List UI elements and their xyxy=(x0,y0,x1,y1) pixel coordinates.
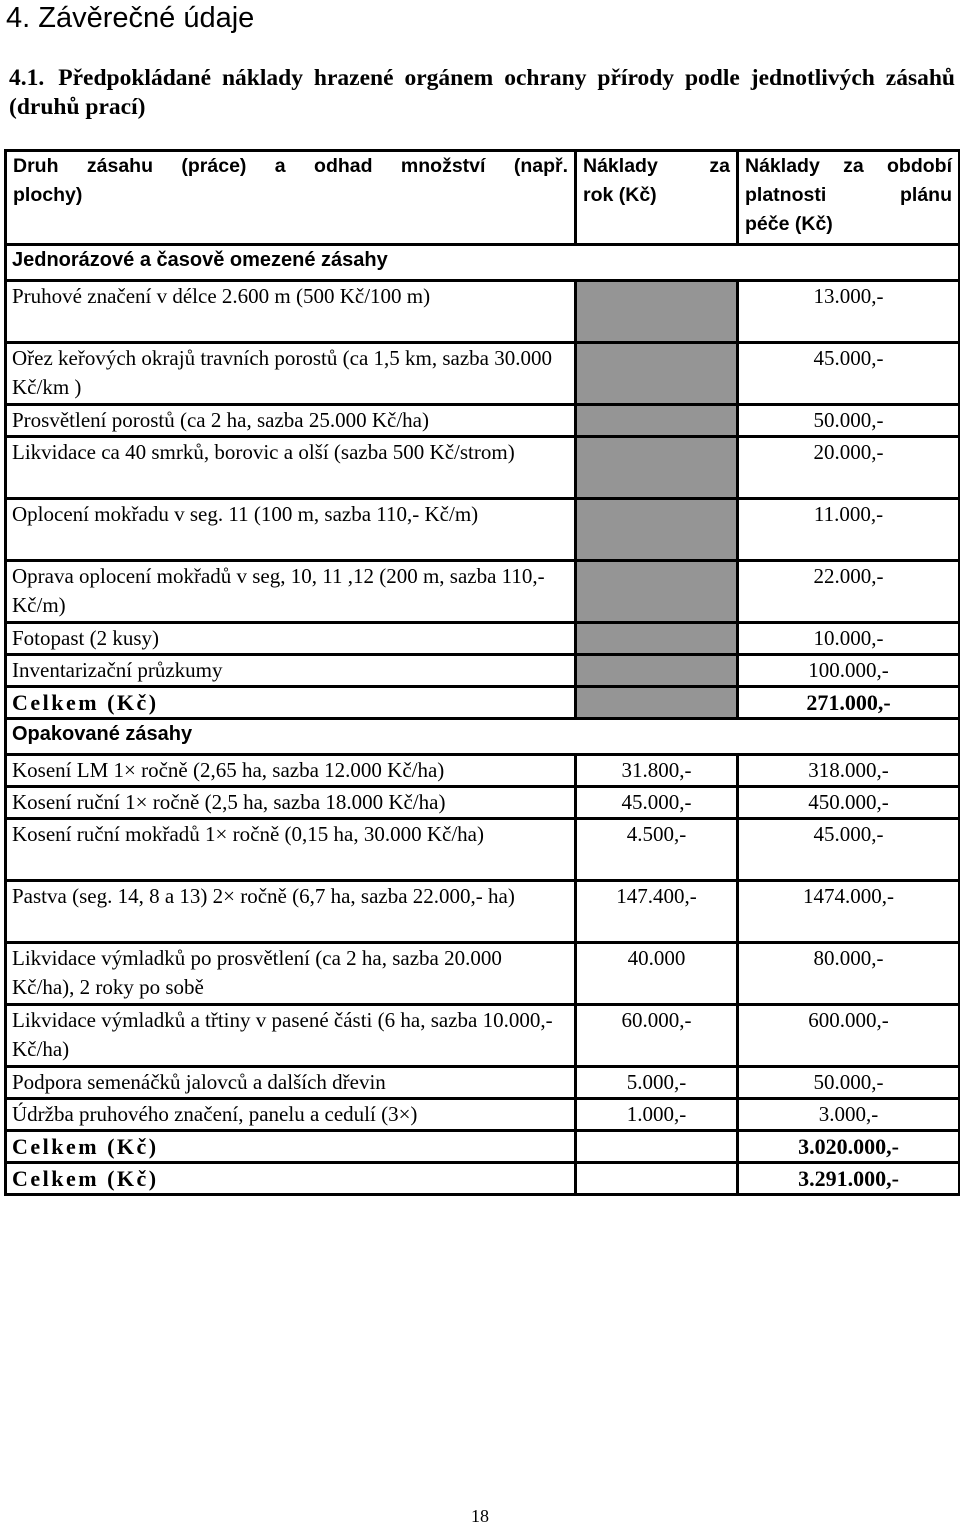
annual-cost-empty xyxy=(576,343,738,405)
cost-table xyxy=(4,149,960,1196)
header-annual-line1: Náklady za xyxy=(583,155,730,177)
activity-label: Oplocení mokřadu v seg. 11 (100 m, sazba 110,- Kč/m) xyxy=(6,499,576,561)
table-row xyxy=(6,561,960,623)
activity-label: Fotopast (2 kusy) xyxy=(6,623,576,655)
section-title: Předpokládané náklady hrazené orgánem ochrany přírody podle jednotlivých zásahů (druhů prací) xyxy=(9,65,955,120)
activity-label: Inventarizační průzkumy xyxy=(6,655,576,687)
annual-cost: 45.000,- xyxy=(576,787,738,819)
table-row xyxy=(6,1067,960,1099)
activity-label: Likvidace výmladků a třtiny v pasené části (6 ha, sazba 10.000,- Kč/ha) xyxy=(6,1005,576,1067)
subtotal-row-recurring xyxy=(6,1131,960,1163)
period-cost: 1474.000,- xyxy=(738,881,960,943)
activity-label: Likvidace ca 40 smrků, borovic a olší (sazba 500 Kč/strom) xyxy=(6,437,576,499)
grand-total-value: 3.291.000,- xyxy=(738,1163,960,1195)
annual-cost-blank xyxy=(576,1131,738,1163)
period-cost: 600.000,- xyxy=(738,1005,960,1067)
activity-label: Údržba pruhového značení, panelu a cedulí (3×) xyxy=(6,1099,576,1131)
subtotal-value: 3.020.000,- xyxy=(738,1131,960,1163)
period-cost: 45.000,- xyxy=(738,819,960,881)
annual-cost-empty xyxy=(576,655,738,687)
period-cost: 100.000,- xyxy=(738,655,960,687)
activity-label: Prosvětlení porostů (ca 2 ha, sazba 25.000 Kč/ha) xyxy=(6,405,576,437)
period-cost: 3.000,- xyxy=(738,1099,960,1131)
section-title-recurring: Opakované zásahy xyxy=(6,719,960,755)
header-period-line1: Náklady za období xyxy=(745,155,952,177)
table-row xyxy=(6,787,960,819)
activity-label: Ořez keřových okrajů travních porostů (ca 1,5 km, sazba 30.000 Kč/km ) xyxy=(6,343,576,405)
annual-cost-blank xyxy=(576,1163,738,1195)
header-activity xyxy=(6,151,576,245)
subtotal-value: 271.000,- xyxy=(738,687,960,719)
page-heading: 4. Závěrečné údaje xyxy=(6,2,255,34)
section-row-onetime xyxy=(6,245,960,281)
activity-label: Podpora semenáčků jalovců a dalších dřevin xyxy=(6,1067,576,1099)
table-row xyxy=(6,819,960,881)
grand-total-row xyxy=(6,1163,960,1195)
table-row xyxy=(6,281,960,343)
table-row xyxy=(6,405,960,437)
header-annual-line2: rok (Kč) xyxy=(583,184,657,206)
annual-cost-empty xyxy=(576,437,738,499)
activity-label: Oprava oplocení mokřadů v seg, 10, 11 ,12 (200 m, sazba 110,- Kč/m) xyxy=(6,561,576,623)
table-header-row xyxy=(6,151,960,245)
header-period-cost xyxy=(738,151,960,245)
annual-cost: 40.000 xyxy=(576,943,738,1005)
annual-cost-empty xyxy=(576,281,738,343)
annual-cost: 5.000,- xyxy=(576,1067,738,1099)
period-cost: 20.000,- xyxy=(738,437,960,499)
activity-label: Kosení ruční 1× ročně (2,5 ha, sazba 18.000 Kč/ha) xyxy=(6,787,576,819)
table-row xyxy=(6,1005,960,1067)
header-activity-line1: Druh zásahu (práce) a odhad množství (např. xyxy=(13,155,568,177)
table-row xyxy=(6,623,960,655)
table-row xyxy=(6,437,960,499)
header-period-line2: platnosti plánu xyxy=(745,184,952,206)
table-row xyxy=(6,655,960,687)
section-title-onetime: Jednorázové a časově omezené zásahy xyxy=(6,245,960,281)
annual-cost: 60.000,- xyxy=(576,1005,738,1067)
section-heading xyxy=(9,64,955,122)
annual-cost: 147.400,- xyxy=(576,881,738,943)
activity-label: Kosení ruční mokřadů 1× ročně (0,15 ha, 30.000 Kč/ha) xyxy=(6,819,576,881)
annual-cost-empty xyxy=(576,687,738,719)
header-activity-line2: plochy) xyxy=(13,184,83,206)
subtotal-label: Celkem (Kč) xyxy=(6,1131,576,1163)
subtotal-row-onetime xyxy=(6,687,960,719)
annual-cost: 1.000,- xyxy=(576,1099,738,1131)
period-cost: 80.000,- xyxy=(738,943,960,1005)
annual-cost-empty xyxy=(576,405,738,437)
grand-total-label: Celkem (Kč) xyxy=(6,1163,576,1195)
activity-label: Pruhové značení v délce 2.600 m (500 Kč/100 m) xyxy=(6,281,576,343)
table-row xyxy=(6,881,960,943)
activity-label: Pastva (seg. 14, 8 a 13) 2× ročně (6,7 ha, sazba 22.000,- ha) xyxy=(6,881,576,943)
period-cost: 45.000,- xyxy=(738,343,960,405)
activity-label: Kosení LM 1× ročně (2,65 ha, sazba 12.000 Kč/ha) xyxy=(6,755,576,787)
period-cost: 50.000,- xyxy=(738,405,960,437)
annual-cost: 31.800,- xyxy=(576,755,738,787)
header-period-line3: péče (Kč) xyxy=(745,213,833,235)
period-cost: 13.000,- xyxy=(738,281,960,343)
period-cost: 50.000,- xyxy=(738,1067,960,1099)
section-number: 4.1. xyxy=(9,65,45,91)
section-row-recurring xyxy=(6,719,960,755)
annual-cost-empty xyxy=(576,561,738,623)
period-cost: 10.000,- xyxy=(738,623,960,655)
subtotal-label: Celkem (Kč) xyxy=(6,687,576,719)
table-row xyxy=(6,943,960,1005)
period-cost: 450.000,- xyxy=(738,787,960,819)
table-row xyxy=(6,1099,960,1131)
header-annual-cost xyxy=(576,151,738,245)
table-row xyxy=(6,499,960,561)
page-number: 18 xyxy=(471,1506,489,1526)
annual-cost: 4.500,- xyxy=(576,819,738,881)
period-cost: 22.000,- xyxy=(738,561,960,623)
table-row xyxy=(6,755,960,787)
annual-cost-empty xyxy=(576,499,738,561)
annual-cost-empty xyxy=(576,623,738,655)
period-cost: 11.000,- xyxy=(738,499,960,561)
period-cost: 318.000,- xyxy=(738,755,960,787)
activity-label: Likvidace výmladků po prosvětlení (ca 2 ha, sazba 20.000 Kč/ha), 2 roky po sobě xyxy=(6,943,576,1005)
table-row xyxy=(6,343,960,405)
